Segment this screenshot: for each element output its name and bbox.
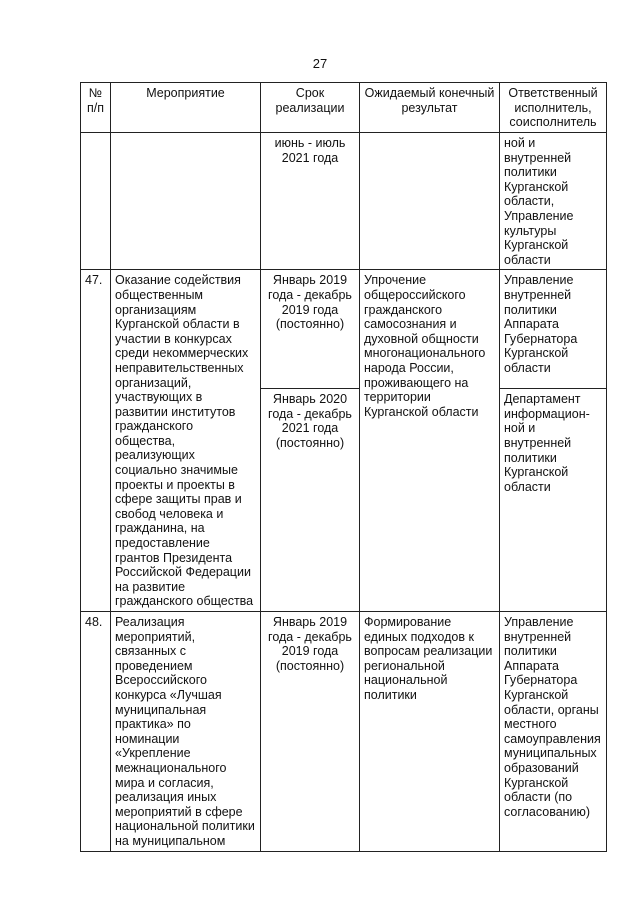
table-header-row bbox=[81, 83, 607, 133]
header-no: № п/п bbox=[81, 83, 111, 133]
header-term: Срок реализации bbox=[261, 83, 360, 133]
events-table bbox=[80, 82, 607, 852]
row-event: Оказание содействия общественным организациям Курганской области в участии в конкурсах среди некоммерческих неправительственных организаций, участвующих в развитии институтов гражданского общества, реализующих социально значимые проекты и проекты в сфере защиты прав и свобод человека и гражданина, на предоставление грантов Президента Российской Федерации на развитие гражданского общества bbox=[111, 270, 261, 612]
row-event bbox=[111, 133, 261, 270]
header-responsible: Ответственный исполнитель, соисполнитель bbox=[500, 83, 607, 133]
row-term: Январь 2019 года - декабрь 2019 года (постоянно) bbox=[261, 612, 360, 852]
row-no: 47. bbox=[81, 270, 111, 612]
header-event: Мероприятие bbox=[111, 83, 261, 133]
row-term: Январь 2019 года - декабрь 2019 года (постоянно) bbox=[261, 270, 360, 389]
row-responsible: ной и внутренней политики Курганской области, Управление культуры Курганской области bbox=[500, 133, 607, 270]
header-result: Ожидаемый конечный результат bbox=[360, 83, 500, 133]
row-event: Реализация мероприятий, связанных с проведением Всероссийского конкурса «Лучшая муниципальная практика» по номинации «Укрепление межнационального мира и согласия, реализация иных мероприятий в сфере национальной политики на муниципальном bbox=[111, 612, 261, 852]
row-term: Январь 2020 года - декабрь 2021 года (постоянно) bbox=[261, 389, 360, 612]
row-result: Формирование единых подходов к вопросам реализации региональной национальной политики bbox=[360, 612, 500, 852]
row-responsible: Управление внутренней политики Аппарата Губернатора Курганской области bbox=[500, 270, 607, 389]
row-result: Упрочение общероссийского гражданского самосознания и духовной общности многонационального народа России, проживающего на территории Курганской области bbox=[360, 270, 500, 612]
table-row bbox=[81, 133, 607, 270]
row-responsible: Департамент информацион-ной и внутренней политики Курганской области bbox=[500, 389, 607, 612]
table-row bbox=[81, 612, 607, 852]
row-responsible: Управление внутренней политики Аппарата Губернатора Курганской области, органы местного самоуправления муниципальных образований Курганской области (по согласованию) bbox=[500, 612, 607, 852]
row-no bbox=[81, 133, 111, 270]
page-number: 27 bbox=[312, 56, 328, 71]
row-term: июнь - июль 2021 года bbox=[261, 133, 360, 270]
row-result bbox=[360, 133, 500, 270]
row-no: 48. bbox=[81, 612, 111, 852]
table-row bbox=[81, 270, 607, 389]
